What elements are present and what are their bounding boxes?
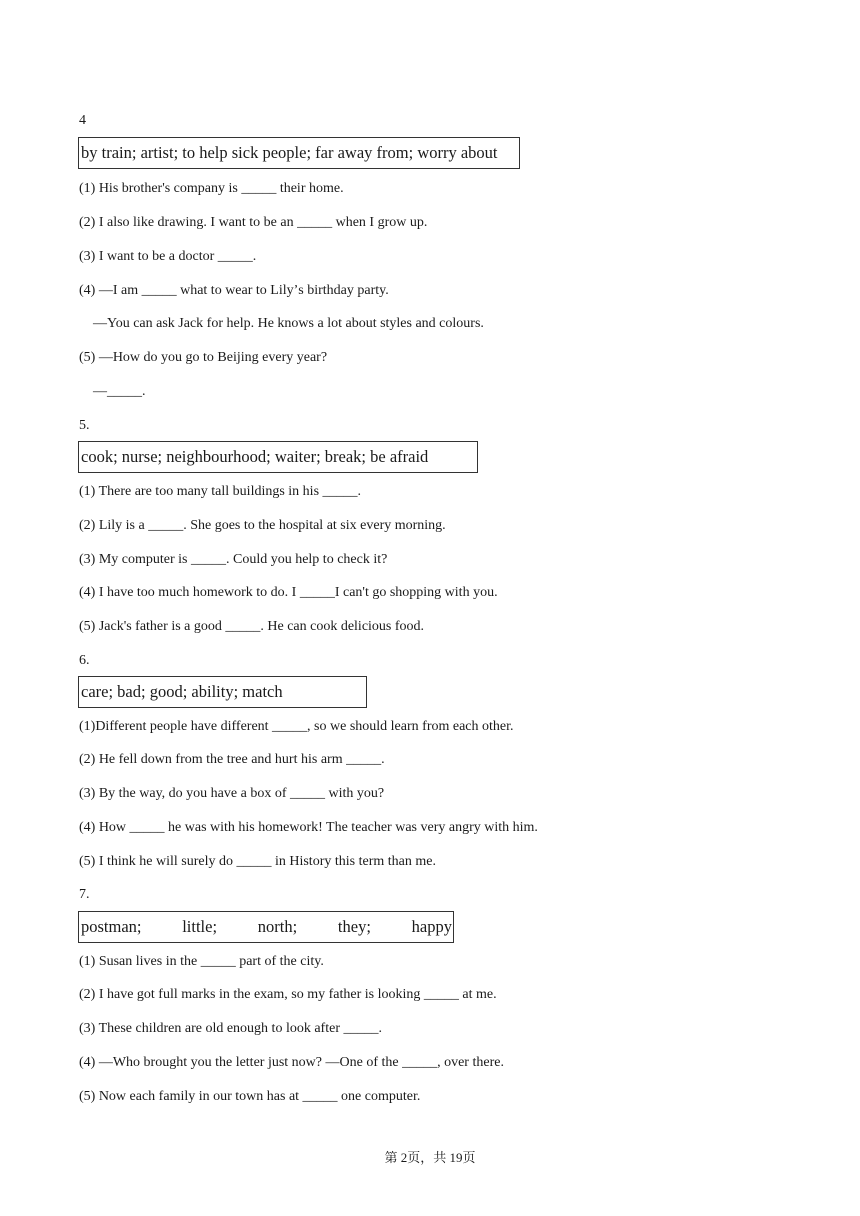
word-box-item: north; xyxy=(257,917,298,936)
exercise-line: —_____. xyxy=(93,384,146,399)
question-number: 5. xyxy=(79,418,90,433)
exercise-line: —You can ask Jack for help. He knows a lot about styles and colours. xyxy=(93,316,484,331)
word-box-item: they; xyxy=(337,917,371,936)
exercise-line: (2) He fell down from the tree and hurt his arm _____. xyxy=(79,752,385,767)
exercise-line: (2) I have got full marks in the exam, so my father is looking _____ at me. xyxy=(79,987,497,1002)
exercise-line: (1) Susan lives in the _____ part of the city. xyxy=(79,954,324,969)
exercise-line: (4) —I am _____ what to wear to Lilyʼs birthday party. xyxy=(79,283,389,298)
exercise-line: (2) I also like drawing. I want to be an _____ when I grow up. xyxy=(79,215,428,230)
question-number: 6. xyxy=(79,653,90,668)
word-box: by train; artist; to help sick people; far away from; worry about xyxy=(78,137,520,169)
exercise-line: (5) Now each family in our town has at _____ one computer. xyxy=(79,1089,421,1104)
exercise-line: (1)Different people have different _____, so we should learn from each other. xyxy=(79,719,514,734)
exercise-line: (4) —Who brought you the letter just now? —One of the _____, over there. xyxy=(79,1055,504,1070)
exercise-line: (4) How _____ he was with his homework! The teacher was very angry with him. xyxy=(79,820,538,835)
word-box xyxy=(78,911,454,943)
exercise-line: (5) Jack's father is a good _____. He can cook delicious food. xyxy=(79,619,425,634)
exercise-line: (5) I think he will surely do _____ in History this term than me. xyxy=(79,854,436,869)
page-footer: 第 2页，共 19页 xyxy=(384,1150,476,1165)
question-number: 4 xyxy=(79,113,86,128)
word-box-item: happy xyxy=(411,917,452,936)
word-box: cook; nurse; neighbourhood; waiter; break; be afraid xyxy=(78,441,478,473)
exercise-line: (2) Lily is a _____. She goes to the hospital at six every morning. xyxy=(79,518,446,533)
exercise-line: (1) There are too many tall buildings in his _____. xyxy=(79,484,362,499)
question-number: 7. xyxy=(79,887,90,902)
exercise-line: (3) By the way, do you have a box of _____ with you? xyxy=(79,786,385,801)
exercise-line: (1) His brother's company is _____ their home. xyxy=(79,181,344,196)
exercise-line: (3) I want to be a doctor _____. xyxy=(79,249,257,264)
exercise-line: (4) I have too much homework to do. I _____I can't go shopping with you. xyxy=(79,585,498,600)
exercise-line: (3) These children are old enough to look after _____. xyxy=(79,1021,382,1036)
word-box-item: postman; xyxy=(81,917,142,936)
word-box: care; bad; good; ability; match xyxy=(78,676,367,708)
word-box-item: little; xyxy=(182,917,218,936)
exercise-line: (5) —How do you go to Beijing every year? xyxy=(79,350,328,365)
exercise-line: (3) My computer is _____. Could you help to check it? xyxy=(79,552,388,567)
